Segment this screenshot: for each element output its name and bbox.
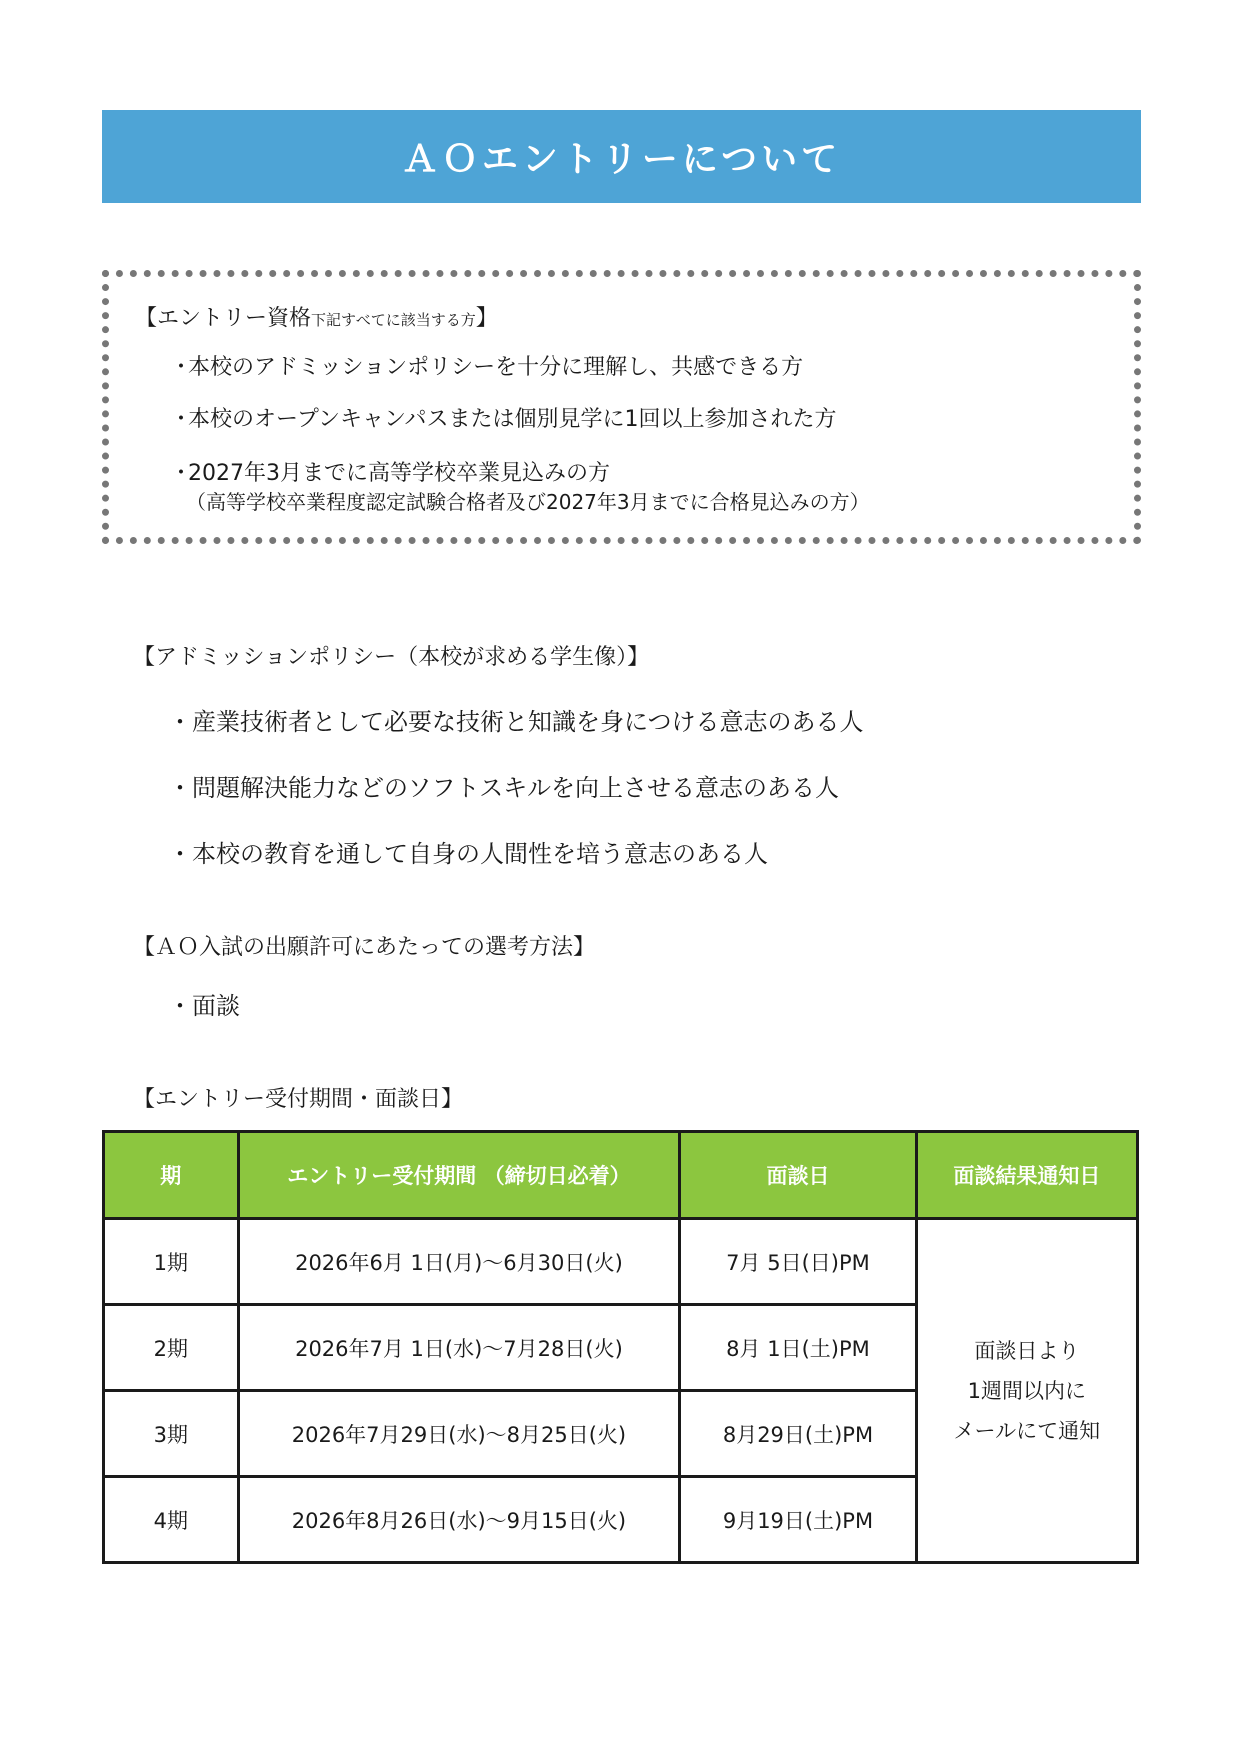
schedule-table [102, 1130, 1139, 1564]
table-header-row [104, 1132, 1138, 1219]
selection-heading: 【ＡＯ入試の出願許可にあたっての選考方法】 [133, 935, 596, 960]
column-header-term: 期 [104, 1132, 239, 1219]
eligibility-item: ・本校のオープンキャンパスまたは個別見学に1回以上参加された方 [170, 407, 837, 432]
eligibility-heading-note: 下記すべてに該当する方 [311, 311, 476, 329]
interview-cell: 8月29日(土)PM [680, 1391, 916, 1477]
policy-item: ・産業技術者として必要な技術と知識を身につける意志のある人 [168, 708, 864, 736]
policy-item: ・問題解決能力などのソフトスキルを向上させる意志のある人 [168, 774, 840, 802]
policy-item: ・本校の教育を通して自身の人間性を培う意志のある人 [168, 840, 768, 868]
notice-line: 1週間以内に [967, 1378, 1087, 1403]
period-cell: 2026年7月29日(水)～8月25日(火) [238, 1391, 680, 1477]
eligibility-item: ・本校のアドミッションポリシーを十分に理解し、共感できる方 [170, 355, 804, 380]
term-cell: 3期 [104, 1391, 239, 1477]
column-header-interview: 面談日 [680, 1132, 916, 1219]
column-header-period: エントリー受付期間 （締切日必着） [238, 1132, 680, 1219]
notice-cell [916, 1219, 1137, 1563]
eligibility-heading: 【エントリー資格下記すべてに該当する方】 [135, 306, 498, 331]
term-cell: 1期 [104, 1219, 239, 1305]
notice-line: 面談日より [974, 1338, 1080, 1363]
page-title: ＡＯエントリーについて [102, 110, 1141, 203]
period-cell: 2026年6月 1日(月)～6月30日(火) [238, 1219, 680, 1305]
schedule-heading: 【エントリー受付期間・面談日】 [133, 1087, 464, 1112]
period-cell: 2026年7月 1日(水)～7月28日(火) [238, 1305, 680, 1391]
notice-line: メールにて通知 [953, 1418, 1101, 1443]
eligibility-item: ・2027年3月までに高等学校卒業見込みの方 [170, 461, 610, 486]
selection-item: ・面談 [168, 992, 240, 1020]
period-cell: 2026年8月26日(水)～9月15日(火) [238, 1477, 680, 1563]
interview-cell: 7月 5日(日)PM [680, 1219, 916, 1305]
column-header-notice: 面談結果通知日 [916, 1132, 1137, 1219]
interview-cell: 9月19日(土)PM [680, 1477, 916, 1563]
policy-heading: 【アドミッションポリシー（本校が求める学生像）】 [133, 645, 650, 670]
term-cell: 4期 [104, 1477, 239, 1563]
table-row [104, 1219, 1138, 1305]
eligibility-subnote: （高等学校卒業程度認定試験合格者及び2027年3月までに合格見込みの方） [186, 490, 870, 514]
term-cell: 2期 [104, 1305, 239, 1391]
interview-cell: 8月 1日(土)PM [680, 1305, 916, 1391]
